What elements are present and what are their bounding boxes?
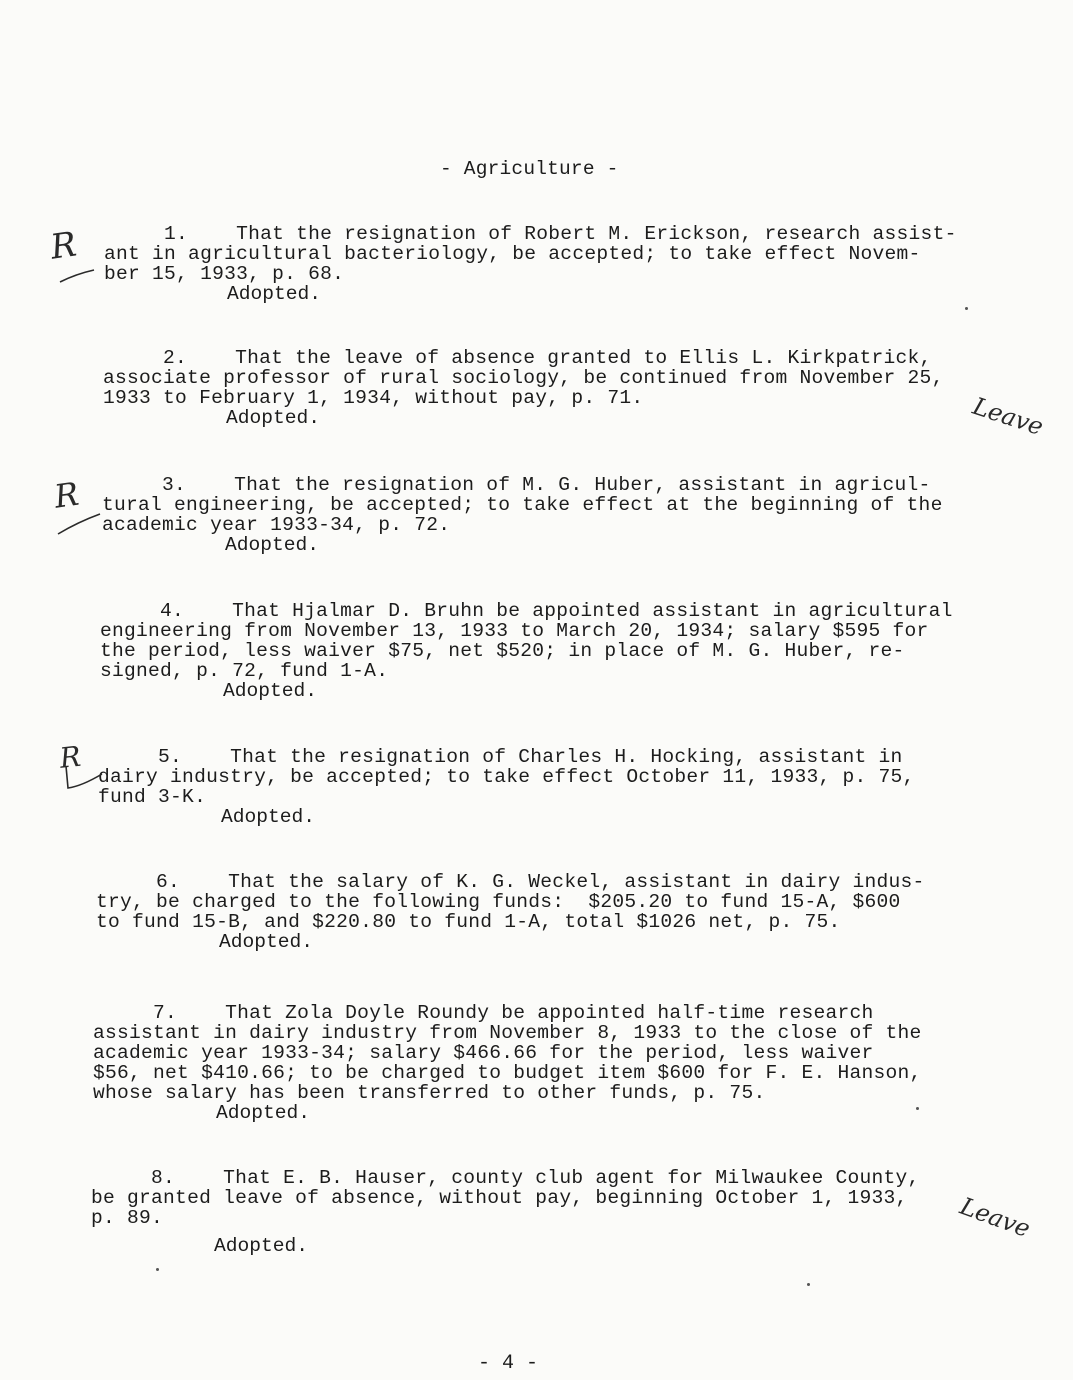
item-line: $56, net $410.66; to be charged to budget item $600 for F. E. Hanson, (93, 1062, 922, 1084)
item-line: academic year 1933-34, p. 72. (102, 514, 451, 536)
margin-note-leave: Leave (969, 392, 1047, 441)
item-line: fund 3-K. (98, 786, 207, 808)
scan-speck (965, 307, 968, 310)
scan-speck (807, 1283, 810, 1286)
resolution-item-7 (93, 1003, 922, 1123)
item-line: the period, less waiver $75, net $520; in place of M. G. Huber, re- (100, 640, 905, 662)
item-line: dairy industry, be accepted; to take effect October 11, 1933, p. 75, (98, 766, 915, 788)
item-line: ber 15, 1933, p. 68. (104, 263, 345, 285)
item-line: 7. That Zola Doyle Roundy be appointed half-time research (93, 1002, 874, 1024)
item-line: be granted leave of absence, without pay, beginning October 1, 1933, (91, 1187, 908, 1209)
item-line: to fund 15-B, and $220.80 to fund 1-A, total $1026 net, p. 75. (96, 911, 841, 933)
item-line: engineering from November 13, 1933 to March 20, 1934; salary $595 for (100, 620, 929, 642)
resolution-item-8 (91, 1168, 920, 1256)
pen-stroke (56, 512, 104, 540)
adopted-status: Adopted. (226, 407, 321, 429)
adopted-status: Adopted. (227, 283, 322, 305)
page-number: - 4 - (478, 1352, 539, 1375)
resolution-item-1 (104, 224, 957, 304)
adopted-status: Adopted. (219, 931, 314, 953)
item-line: try, be charged to the following funds: $205.20 to fund 15-A, $600 (96, 891, 901, 913)
adopted-status: Adopted. (225, 534, 320, 556)
adopted-status: Adopted. (214, 1235, 309, 1257)
section-heading: - Agriculture - (440, 158, 619, 180)
item-line: assistant in dairy industry from November 8, 1933 to the close of the (93, 1022, 922, 1044)
margin-note-r: R (48, 224, 79, 268)
resolution-item-4 (100, 601, 953, 701)
scan-speck (156, 1268, 159, 1271)
item-line: 2. That the leave of absence granted to Ellis L. Kirkpatrick, (103, 347, 932, 369)
item-line: 1. That the resignation of Robert M. Erickson, research assist- (104, 223, 957, 245)
pen-stroke (62, 762, 106, 796)
item-line: p. 89. (91, 1207, 164, 1229)
item-line: 6. That the salary of K. G. Weckel, assistant in dairy indus- (96, 871, 925, 893)
resolution-item-2 (103, 348, 944, 428)
adopted-status: Adopted. (223, 680, 318, 702)
item-line: 4. That Hjalmar D. Bruhn be appointed assistant in agricultural (100, 600, 953, 622)
item-line: whose salary has been transferred to other funds, p. 75. (93, 1082, 766, 1104)
item-line: 5. That the resignation of Charles H. Hocking, assistant in (98, 746, 903, 768)
item-line: 1933 to February 1, 1934, without pay, p. 71. (103, 387, 644, 409)
adopted-status: Adopted. (216, 1102, 311, 1124)
resolution-item-3 (102, 475, 943, 555)
item-line: 3. That the resignation of M. G. Huber, assistant in agricul- (102, 474, 931, 496)
margin-note-leave: Leave (956, 1192, 1034, 1244)
item-line: signed, p. 72, fund 1-A. (100, 660, 389, 682)
item-line: 8. That E. B. Hauser, county club agent for Milwaukee County, (91, 1167, 920, 1189)
resolution-item-6 (96, 872, 925, 952)
adopted-status: Adopted. (221, 806, 316, 828)
item-line: associate professor of rural sociology, be continued from November 25, (103, 367, 944, 389)
scan-speck (916, 1107, 919, 1110)
item-line: academic year 1933-34; salary $466.66 for the period, less waiver (93, 1042, 874, 1064)
margin-note-r: R (52, 474, 82, 516)
pen-stroke (58, 268, 98, 288)
margin-note-r: R (58, 739, 83, 775)
item-line: ant in agricultural bacteriology, be accepted; to take effect Novem- (104, 243, 921, 265)
item-line: tural engineering, be accepted; to take effect at the beginning of the (102, 494, 943, 516)
resolution-item-5 (98, 747, 915, 827)
